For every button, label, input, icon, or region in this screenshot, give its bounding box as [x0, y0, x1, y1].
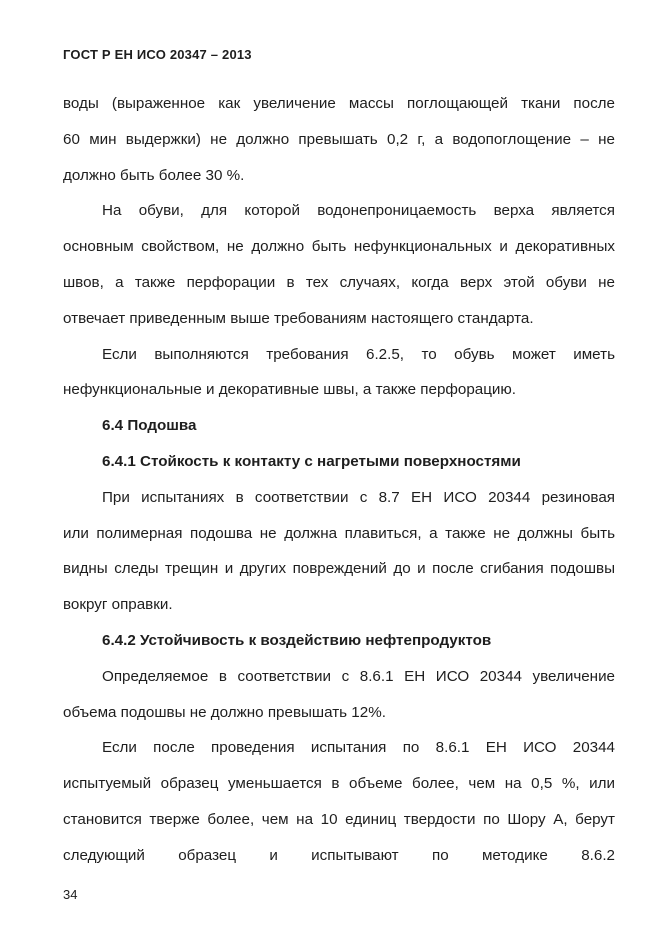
text-line: или полимерная подошва не должна плавиться, а также не должны быть [63, 524, 615, 542]
text-line: отвечает приведенным выше требованиям настоящего стандарта. [63, 309, 534, 327]
text-line: На обуви, для которой водонепроницаемость верха является [102, 202, 615, 220]
document-body [63, 86, 615, 874]
text-line: При испытаниях в соответствии с 8.7 ЕН ИСО 20344 резиновая [102, 488, 615, 506]
text-line: следующий образец и испытывают по методике 8.6.2 [63, 846, 615, 864]
text-line: швов, а также перфорации в тех случаях, когда верх этой обуви не [63, 273, 615, 291]
section-heading: 6.4 Подошва [102, 417, 197, 435]
text-line: нефункциональные и декоративные швы, а также перфорацию. [63, 381, 517, 399]
text-line: становится тверже более, чем на 10 единиц твердости по Шору А, берут [63, 810, 615, 828]
page-number: 34 [63, 887, 78, 902]
text-line: воды (выраженное как увеличение массы поглощающей ткани после [63, 95, 615, 112]
text-line: испытуемый образец уменьшается в объеме более, чем на 0,5 %, или [63, 775, 615, 793]
text-line: должно быть более 30 %. [63, 166, 245, 184]
text-line: Определяемое в соответствии с 8.6.1 ЕН ИСО 20344 увеличение [102, 667, 615, 685]
text-line: 60 мин выдержки) не должно превышать 0,2 г, а водопоглощение – не [63, 130, 615, 148]
text-line: Если выполняются требования 6.2.5, то обувь может иметь [102, 345, 615, 363]
subsection-heading: 6.4.1 Стойкость к контакту с нагретыми поверхностями [102, 452, 521, 470]
document-header: ГОСТ Р ЕН ИСО 20347 – 2013 [63, 47, 252, 62]
text-line: видны следы трещин и других повреждений до и после сгибания подошвы [63, 560, 615, 578]
text-line: основным свойством, не должно быть нефункциональных и декоративных [63, 238, 615, 256]
text-line: объема подошвы не должно превышать 12%. [63, 703, 386, 721]
subsection-heading: 6.4.2 Устойчивость к воздействию нефтепродуктов [102, 631, 492, 649]
text-line: Если после проведения испытания по 8.6.1 ЕН ИСО 20344 [102, 739, 615, 757]
text-line: вокруг оправки. [63, 596, 173, 614]
